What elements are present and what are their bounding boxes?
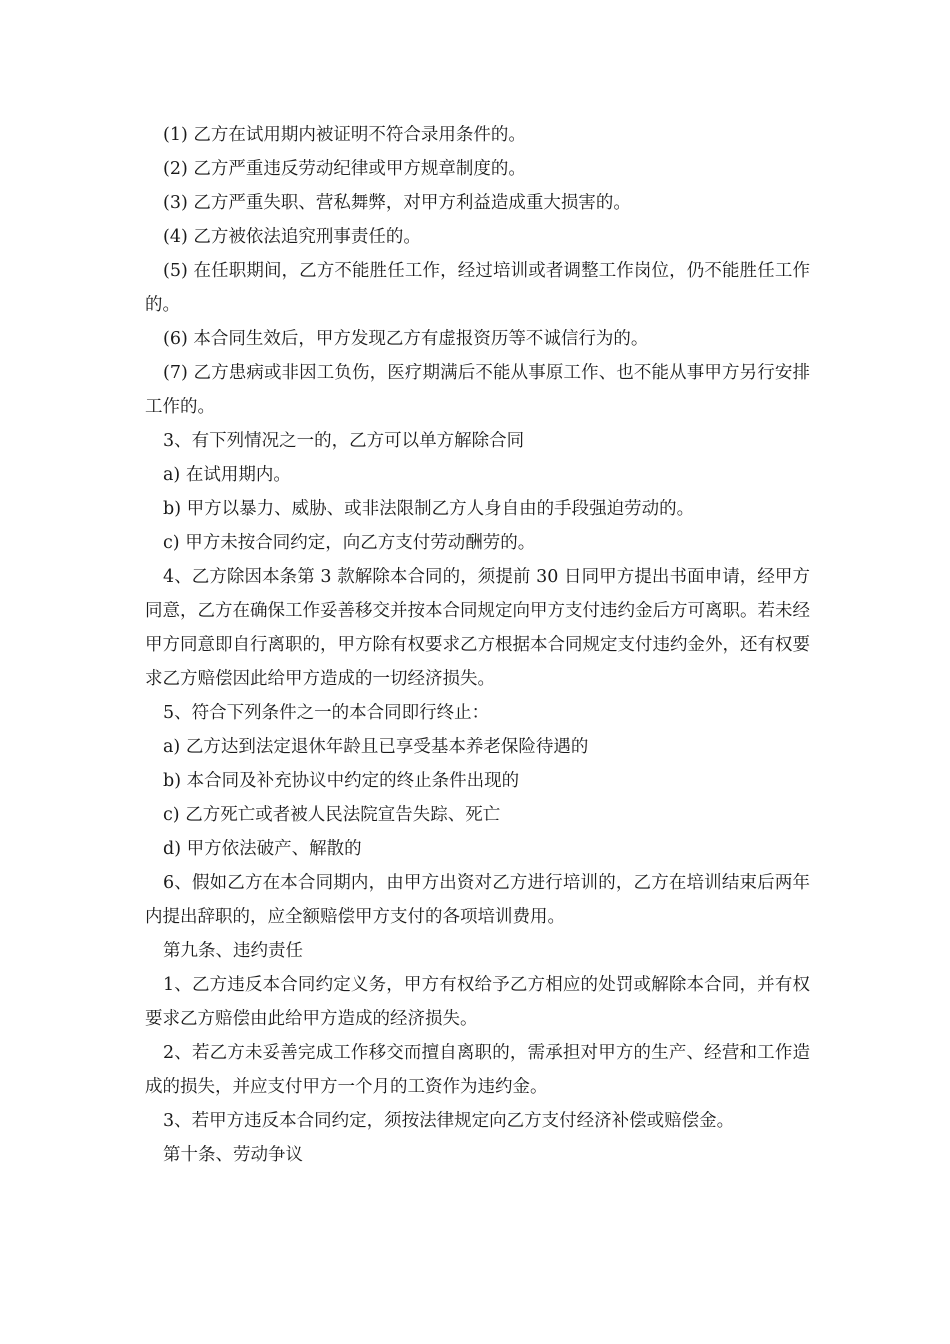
- clause-item-5: (5) 在任职期间，乙方不能胜任工作，经过培训或者调整工作岗位，仍不能胜任工作的。: [145, 261, 810, 315]
- clause-6-paragraph: 6、假如乙方在本合同期内，由甲方出资对乙方进行培训的，乙方在培训结束后两年内提出辞职的，应全额赔偿甲方支付的各项培训费用。: [145, 873, 810, 927]
- clause-5-item-d: d) 甲方依法破产、解散的: [163, 839, 362, 859]
- clause-5-heading: 5、符合下列条件之一的本合同即行终止：: [163, 703, 490, 723]
- clause-item-6: (6) 本合同生效后，甲方发现乙方有虚报资历等不诚信行为的。: [163, 329, 649, 349]
- clause-3-item-b: b) 甲方以暴力、威胁、或非法限制乙方人身自由的手段强迫劳动的。: [163, 499, 695, 519]
- article-10-heading: 第十条、劳动争议: [163, 1145, 303, 1165]
- clause-5-item-c: c) 乙方死亡或者被人民法院宣告失踪、死亡: [163, 805, 501, 825]
- clause-5-item-b: b) 本合同及补充协议中约定的终止条件出现的: [163, 771, 520, 791]
- clause-item-2: (2) 乙方严重违反劳动纪律或甲方规章制度的。: [163, 159, 526, 179]
- clause-4-paragraph: 4、乙方除因本条第 3 款解除本合同的，须提前 30 日同甲方提出书面申请，经甲方同意，乙方在确保工作妥善移交并按本合同规定向甲方支付违约金后方可离职。若未经甲方同意即自行离职的，甲方除有权要求乙方根据本合同规定支付违约金外，还有权要求乙方赔偿因此给甲方造成的一切经济损失。: [145, 567, 810, 689]
- article-9-heading: 第九条、违约责任: [163, 941, 303, 961]
- clause-item-1: (1) 乙方在试用期内被证明不符合录用条件的。: [163, 125, 526, 145]
- clause-item-3: (3) 乙方严重失职、营私舞弊，对甲方利益造成重大损害的。: [163, 193, 631, 213]
- clause-3-item-a: a) 在试用期内。: [163, 465, 291, 485]
- clause-5-item-a: a) 乙方达到法定退休年龄且已享受基本养老保险待遇的: [163, 737, 589, 757]
- article-9-clause-2: 2、若乙方未妥善完成工作移交而擅自离职的，需承担对甲方的生产、经营和工作造成的损失，并应支付甲方一个月的工资作为违约金。: [145, 1043, 810, 1097]
- document-body: [145, 118, 810, 1172]
- clause-3-heading: 3、有下列情况之一的，乙方可以单方解除合同: [163, 431, 525, 451]
- article-9-clause-1: 1、乙方违反本合同约定义务，甲方有权给予乙方相应的处罚或解除本合同，并有权要求乙方赔偿由此给甲方造成的经济损失。: [145, 975, 810, 1029]
- article-9-clause-3: 3、若甲方违反本合同约定，须按法律规定向乙方支付经济补偿或赔偿金。: [163, 1111, 735, 1131]
- clause-item-4: (4) 乙方被依法追究刑事责任的。: [163, 227, 421, 247]
- clause-3-item-c: c) 甲方未按合同约定，向乙方支付劳动酬劳的。: [163, 533, 536, 553]
- clause-item-7: (7) 乙方患病或非因工负伤，医疗期满后不能从事原工作、也不能从事甲方另行安排工作的。: [145, 363, 810, 417]
